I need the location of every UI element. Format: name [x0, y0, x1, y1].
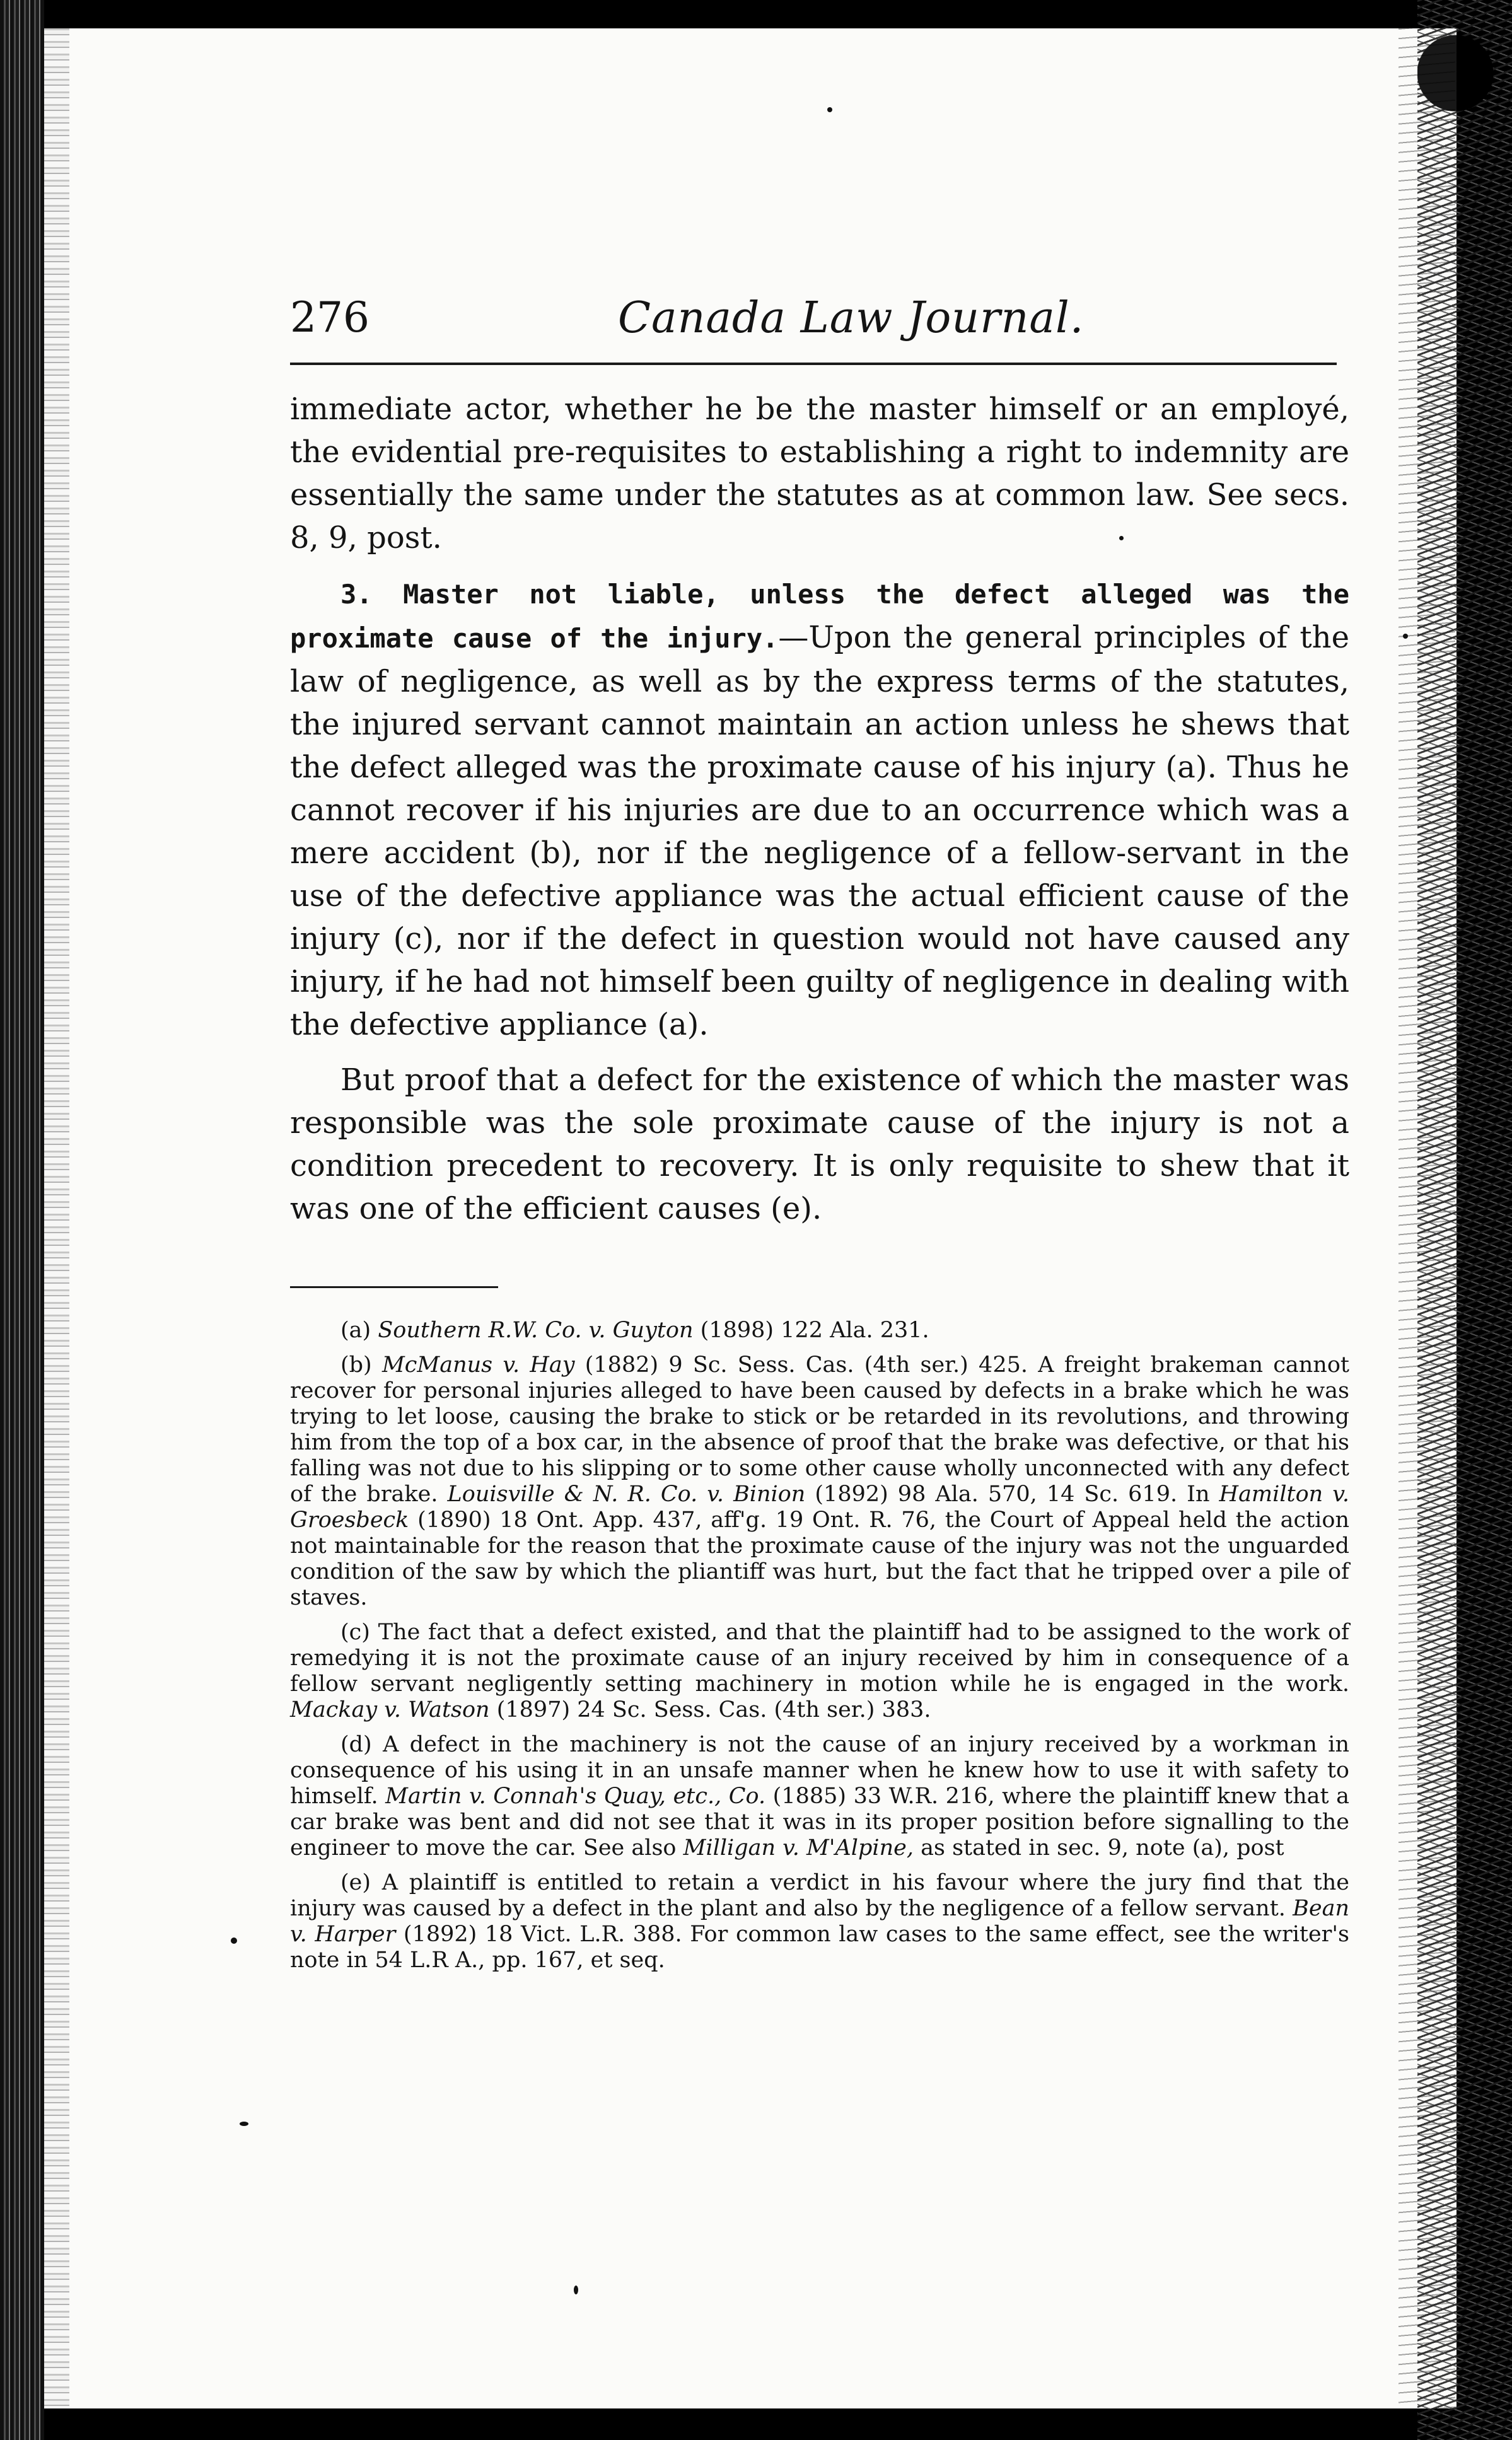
- book-binding-edge: [0, 0, 44, 2440]
- paragraph-1: immediate actor, whether he be the master himself or an employé, the evidential pre-requisites to establishing a right to indemnity are essentially the same under the statutes as at common law. See secs. 8, 9, post.: [290, 392, 1349, 555]
- footnote-text: (1890) 18 Ont. App. 437, aff'g. 19 Ont. R. 76, the Court of Appeal held the action not maintainable for the reason that the proximate cause of the injury was not the unguarded condition of the saw by which the pliantiff was hurt, but the fact that he tripped over a pile of staves.: [290, 1508, 1349, 1610]
- footnote-text: The fact that a defect existed, and that the plaintiff had to be assigned to the work of remedying it is not the proximate cause of an injury received by him in consequence of a fellow servant negligently setting machinery in motion while he is engaged in the work.: [290, 1620, 1349, 1697]
- footnote-text: (1885) 33 W.R. 216, where the plaintiff knew that a car brake was bent and did not see that it was in its proper position before signalling to the engineer to move the car. See also: [290, 1784, 1349, 1861]
- ink-speck: [1119, 536, 1124, 540]
- case-citation: Hamilton v. Groesbeck: [290, 1482, 1349, 1533]
- page-edge-dark: [1417, 0, 1512, 2440]
- footnote-d: [290, 1732, 1349, 1861]
- case-citation: Martin v. Connah's Quay, etc., Co.: [385, 1784, 766, 1809]
- footnote-label: (b): [340, 1352, 372, 1378]
- journal-title: Canada Law Journal.: [618, 293, 1085, 343]
- footnote-text: A plaintiff is entitled to retain a verdict in his favour where the jury find that the injury was caused by a defect in the plant and also by the negligence of a fellow servant.: [290, 1870, 1349, 1921]
- ink-speck: [231, 1937, 237, 1944]
- footnote-text: (1892) 98 Ala. 570, 14 Sc. 619. In: [815, 1482, 1210, 1507]
- footnote-text: as stated in sec. 9, note (a), post: [921, 1835, 1284, 1861]
- gutter-shadow: [44, 28, 69, 2408]
- paragraph-2: [290, 572, 1349, 1046]
- footnote-text: (1882) 9 Sc. Sess. Cas. (4th ser.) 425. A freight brakeman cannot recover for personal injuries alleged to have been caused by defects in a brake which he was trying to let loose, causing the brake to stick or be retarded in its revolutions, and throwing him from the top of a box car, in the absence of proof that the brake was defective, or that his falling was not due to his slipping or to some other cause wholly unconnected with any defect of the brake.: [290, 1352, 1349, 1507]
- ink-speck: [1403, 634, 1408, 639]
- footnote-c: [290, 1620, 1349, 1723]
- section-heading: 3. Master not liable, unless the defect alleged was the proximate cause of the injury.: [290, 579, 1349, 654]
- footnote-label: (a): [340, 1318, 371, 1343]
- footnote-label: (e): [340, 1870, 371, 1895]
- footnote-text: (1897) 24 Sc. Sess. Cas. (4th ser.) 383.: [496, 1697, 931, 1723]
- case-citation: Milligan v. M'Alpine,: [683, 1835, 914, 1861]
- footnote-e: [290, 1870, 1349, 1973]
- footnote-rule: [290, 1286, 498, 1288]
- footnote-text: A defect in the machinery is not the cause of an injury received by a workman in consequence of his using it in an unsafe manner when he knew how to use it with safety to himself.: [290, 1732, 1349, 1809]
- paragraph-3: But proof that a defect for the existence of which the master was responsible was the sole proximate cause of the injury is not a condition precedent to recovery. It is only requisite to shew that it was one of the efficient causes (e).: [290, 1062, 1349, 1226]
- case-citation: Louisville & N. R. Co. v. Binion: [447, 1482, 806, 1507]
- footnote-b: [290, 1352, 1349, 1611]
- footnote-a: [290, 1318, 1349, 1344]
- ink-speck: [574, 2286, 578, 2294]
- body-text: [290, 388, 1349, 1243]
- case-citation: Mackay v. Watson: [290, 1697, 490, 1723]
- footnote-label: (d): [340, 1732, 372, 1757]
- page-number: 276: [290, 293, 369, 342]
- footnotes: [290, 1318, 1349, 1982]
- footnote-text: (1898) 122 Ala. 231.: [700, 1318, 929, 1343]
- case-citation: McManus v. Hay: [381, 1352, 575, 1378]
- ink-speck: [240, 2122, 248, 2126]
- case-citation: Southern R.W. Co. v. Guyton: [378, 1318, 694, 1343]
- footnote-label: (c): [340, 1620, 370, 1645]
- case-citation: Bean v. Harper: [290, 1896, 1349, 1947]
- running-head: [290, 287, 1349, 356]
- header-rule: [290, 363, 1337, 365]
- paragraph-2-text: —Upon the general principles of the law of negligence, as well as by the express terms of the statutes, the injured servant cannot maintain an action unless he shews that the defect alleged was the proximate cause of his injury (a). Thus he cannot recover if his injuries are due to an occurrence which was a mere accident (b), nor if the negligence of a fellow-servant in the use of the defective appliance was the actual efficient cause of the injury (c), nor if the defect in question would not have caused any injury, if he had not himself been guilty of negligence in dealing with the defective appliance (a).: [290, 620, 1349, 1042]
- footnote-text: (1892) 18 Vict. L.R. 388. For common law cases to the same effect, see the writer's note in 54 L.R A., pp. 167, et seq.: [290, 1922, 1349, 1973]
- ink-speck: [827, 107, 832, 112]
